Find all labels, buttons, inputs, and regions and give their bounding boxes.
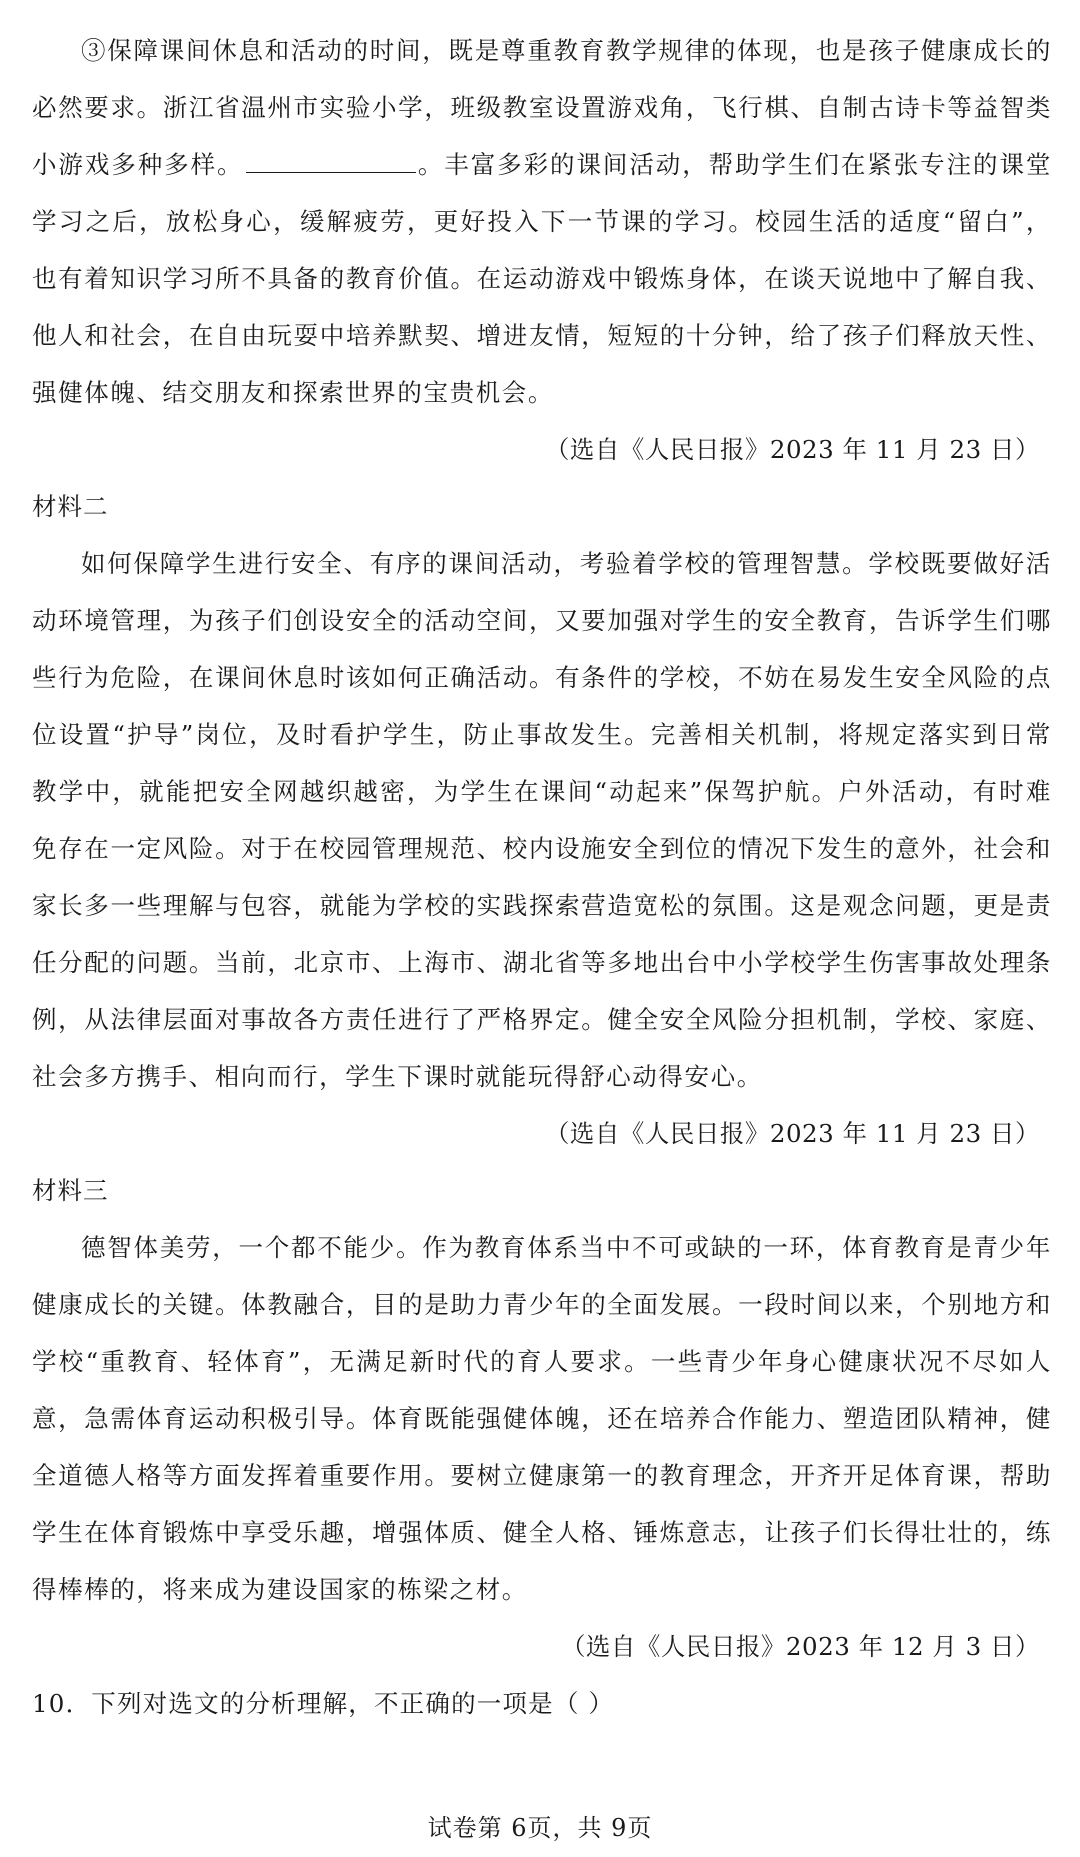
- fill-in-blank: [246, 150, 416, 173]
- material-3-heading: 材料三: [32, 1176, 109, 1205]
- source-citation-3: （选自《人民日报》2023 年 12 月 3 日）: [560, 1632, 1040, 1661]
- question-10: 10．下列对选文的分析理解，不正确的一项是（ ）: [32, 1689, 615, 1718]
- source-citation-1: （选自《人民日报》2023 年 11 月 23 日）: [544, 435, 1040, 464]
- source-citation-2: （选自《人民日报》2023 年 11 月 23 日）: [544, 1119, 1040, 1148]
- paragraph-3-part-1: ③保障课间休息和活动的时间，既是尊重教育教学规律的体现，也是孩子健康成长的必然要求。浙江省温州市实验小学，班级教室设置游戏角，飞行棋、自制古诗卡等益智类小游戏多种多样。: [32, 36, 1052, 179]
- paragraph-3: [32, 22, 1052, 421]
- material-2-heading: 材料二: [32, 492, 109, 521]
- material-2-text: 如何保障学生进行安全、有序的课间活动，考验着学校的管理智慧。学校既要做好活动环境管理，为孩子们创设安全的活动空间，又要加强对学生的安全教育，告诉学生们哪些行为危险，在课间休息时该如何正确活动。有条件的学校，不妨在易发生安全风险的点位设置“护导”岗位，及时看护学生，防止事故发生。完善相关机制，将规定落实到日常教学中，就能把安全网越织越密，为学生在课间“动起来”保驾护航。户外活动，有时难免存在一定风险。对于在校园管理规范、校内设施安全到位的情况下发生的意外，社会和家长多一些理解与包容，就能为学校的实践探索营造宽松的氛围。这是观念问题，更是责任分配的问题。当前，北京市、上海市、湖北省等多地出台中小学校学生伤害事故处理条例，从法律层面对事故各方责任进行了严格界定。健全安全风险分担机制，学校、家庭、社会多方携手、相向而行，学生下课时就能玩得舒心动得安心。: [32, 549, 1052, 1091]
- document-page: [32, 22, 1052, 1732]
- paragraph-3-part-2: 。丰富多彩的课间活动，帮助学生们在紧张专注的课堂学习之后，放松身心，缓解疲劳，更好投入下一节课的学习。校园生活的适度“留白”，也有着知识学习所不具备的教育价值。在运动游戏中锻炼身体，在谈天说地中了解自我、他人和社会，在自由玩耍中培养默契、增进友情，短短的十分钟，给了孩子们释放天性、强健体魄、结交朋友和探索世界的宝贵机会。: [32, 150, 1052, 407]
- page-footer: 试卷第 6页，共 9页: [427, 1814, 653, 1842]
- material-3-text: 德智体美劳，一个都不能少。作为教育体系当中不可或缺的一环，体育教育是青少年健康成长的关键。体教融合，目的是助力青少年的全面发展。一段时间以来，个别地方和学校“重教育、轻体育”，无满足新时代的育人要求。一些青少年身心健康状况不尽如人意，急需体育运动积极引导。体育既能强健体魄，还在培养合作能力、塑造团队精神，健全道德人格等方面发挥着重要作用。要树立健康第一的教育理念，开齐开足体育课，帮助学生在体育锻炼中享受乐趣，增强体质、健全人格、锤炼意志，让孩子们长得壮壮的，练得棒棒的，将来成为建设国家的栋梁之材。: [32, 1233, 1052, 1604]
